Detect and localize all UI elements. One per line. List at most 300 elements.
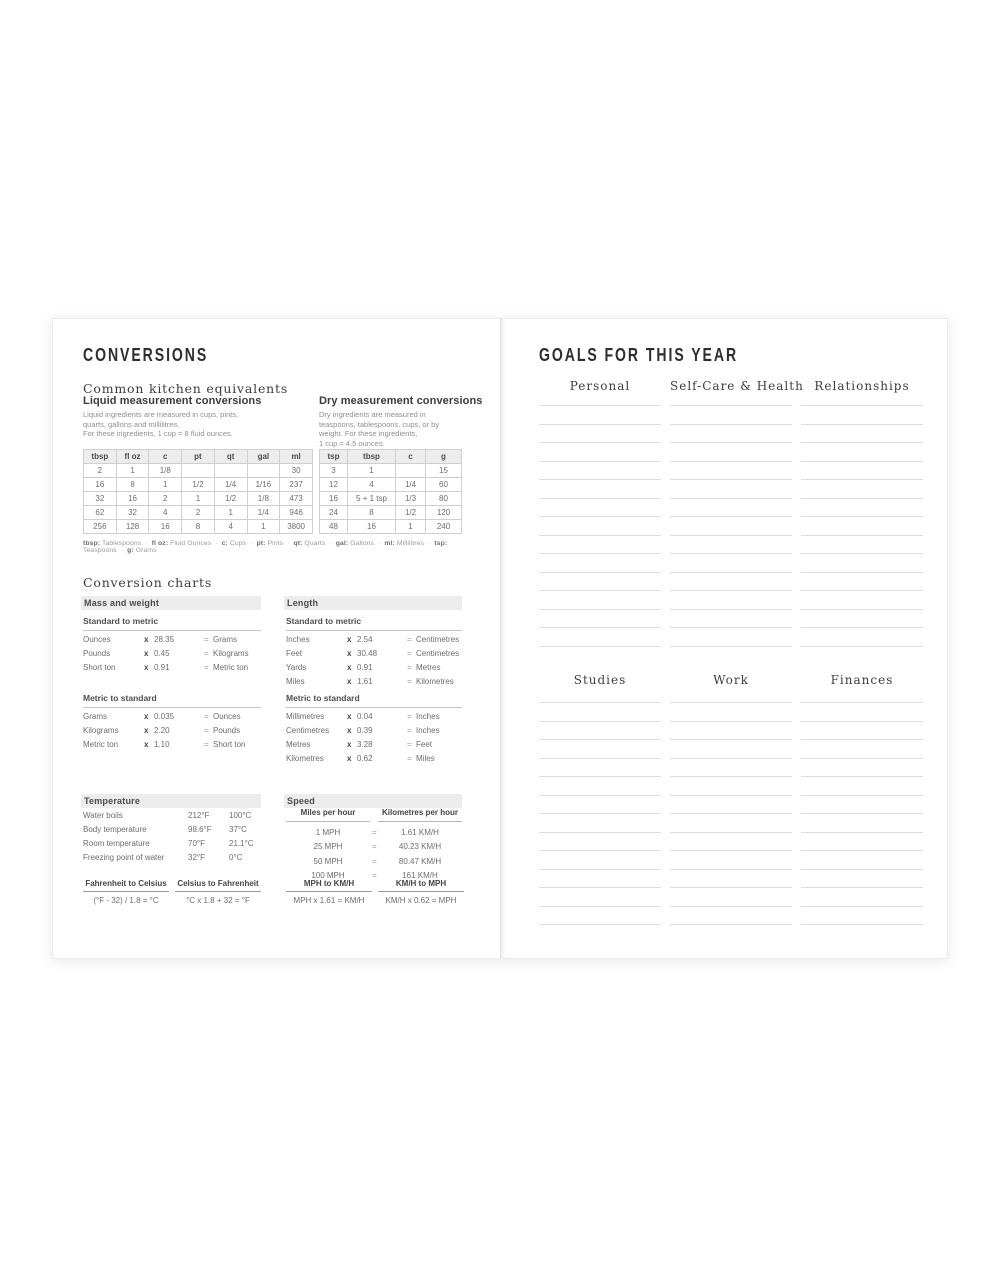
mass-weight-section-bar: Mass and weight bbox=[81, 596, 261, 610]
table-row bbox=[320, 520, 462, 534]
conversion-fac: 28.35 bbox=[154, 635, 175, 644]
conversion-row bbox=[286, 723, 462, 737]
conversion-mul: x bbox=[347, 649, 352, 658]
goal-blank-line bbox=[670, 703, 792, 722]
speed-mph-value: 25 MPH bbox=[313, 842, 343, 852]
goal-blank-line bbox=[670, 591, 792, 610]
goal-blank-line bbox=[539, 573, 661, 592]
conversion-res: Kilometres bbox=[416, 677, 454, 686]
table-cell: 32 bbox=[84, 492, 117, 506]
conversion-res: Metres bbox=[416, 663, 441, 672]
table-row bbox=[320, 478, 462, 492]
speed-column-headers bbox=[286, 808, 462, 822]
goals-page-title: GOALS FOR THIS YEAR bbox=[539, 345, 739, 365]
goal-blank-line bbox=[539, 517, 661, 536]
conversion-eq: = bbox=[407, 726, 412, 735]
goal-blank-line bbox=[670, 517, 792, 536]
goal-blank-line bbox=[670, 870, 792, 889]
formula-text: MPH x 1.61 = KM/H bbox=[293, 896, 365, 905]
table-header-cell: fl oz bbox=[116, 450, 149, 464]
goal-blank-line bbox=[801, 610, 923, 629]
legend-separator: · bbox=[118, 547, 126, 554]
goal-ruled-lines bbox=[801, 685, 923, 926]
table-cell: 1 bbox=[149, 478, 182, 492]
conversion-mul: x bbox=[144, 712, 149, 721]
goal-blank-line bbox=[539, 554, 661, 573]
table-header-cell: tbsp bbox=[84, 450, 117, 464]
legend-abbr: g: bbox=[127, 547, 134, 554]
conversion-eq: = bbox=[407, 663, 412, 672]
table-cell: 2 bbox=[84, 464, 117, 478]
goal-blank-line bbox=[801, 628, 923, 647]
table-header-cell: gal bbox=[247, 450, 280, 464]
speed-section-bar: Speed bbox=[284, 794, 462, 808]
table-header-cell: tsp bbox=[320, 450, 348, 464]
speed-equals: = bbox=[372, 828, 377, 837]
liquid-conversions-heading: Liquid measurement conversions bbox=[83, 395, 262, 407]
conversion-lab: Kilometres bbox=[286, 754, 324, 763]
goal-column-header: Self-Care & Health bbox=[670, 379, 804, 393]
table-cell: 1 bbox=[182, 492, 215, 506]
goal-blank-line bbox=[539, 888, 661, 907]
goal-blank-line bbox=[670, 499, 792, 518]
legend-abbr: ml: bbox=[384, 540, 395, 547]
table-cell: 128 bbox=[116, 520, 149, 534]
conversion-row bbox=[286, 674, 462, 688]
goal-blank-line bbox=[539, 536, 661, 555]
formula-text: (°F - 32) / 1.8 = °C bbox=[93, 896, 159, 905]
temperature-row bbox=[83, 850, 261, 864]
table-cell: 4 bbox=[214, 520, 247, 534]
conversion-row bbox=[83, 723, 261, 737]
table-header-cell: ml bbox=[280, 450, 313, 464]
goal-blank-line bbox=[670, 851, 792, 870]
table-cell: 16 bbox=[320, 492, 348, 506]
table-cell: 1/4 bbox=[396, 478, 426, 492]
table-row bbox=[84, 520, 313, 534]
conversion-fac: 0.04 bbox=[357, 712, 373, 721]
goal-blank-line bbox=[670, 462, 792, 481]
goal-blank-line bbox=[670, 406, 792, 425]
legend-separator: · bbox=[285, 540, 292, 547]
goal-blank-line bbox=[670, 796, 792, 815]
conversion-eq: = bbox=[204, 649, 209, 658]
conversion-fac: 2.54 bbox=[357, 635, 373, 644]
goal-blank-line bbox=[539, 425, 661, 444]
conversion-row bbox=[83, 632, 261, 646]
table-cell: 946 bbox=[280, 506, 313, 520]
length-section-bar: Length bbox=[284, 596, 462, 610]
conversion-eq: = bbox=[407, 635, 412, 644]
conversion-eq: = bbox=[204, 712, 209, 721]
goal-ruled-lines bbox=[801, 388, 923, 647]
temperature-lab: Body temperature bbox=[83, 825, 147, 834]
goal-column-header: Studies bbox=[573, 673, 627, 687]
table-cell: 5 + 1 tsp bbox=[348, 492, 396, 506]
goal-blank-line bbox=[801, 388, 923, 407]
abbreviation-legend: tbsp: Tablespoons · fl oz: Fluid Ounces · c: Cups · pt: Pints · qt: Quarts · gal: Gallons · ml: Millilitres · tsp: Teaspoons · g: Grams bbox=[83, 540, 448, 554]
goal-column-work bbox=[670, 673, 792, 931]
conversion-lab: Metres bbox=[286, 740, 311, 749]
table-row bbox=[84, 478, 313, 492]
table-cell: 473 bbox=[280, 492, 313, 506]
conversion-lab: Centimetres bbox=[286, 726, 330, 735]
conversion-fac: 1.61 bbox=[357, 677, 373, 686]
temperature-lab: Water boils bbox=[83, 811, 123, 820]
conversion-lab: Yards bbox=[286, 663, 307, 672]
legend-abbr: gal: bbox=[335, 540, 349, 547]
goal-ruled-lines bbox=[539, 388, 661, 647]
goal-blank-line bbox=[670, 388, 792, 407]
description-line: Dry ingredients are measured in bbox=[319, 410, 426, 419]
goal-column-personal bbox=[539, 379, 661, 651]
conversion-lab: Short ton bbox=[83, 663, 116, 672]
conversion-fac: 0.45 bbox=[154, 649, 170, 658]
formula-column bbox=[378, 879, 464, 905]
table-cell: 1 bbox=[396, 520, 426, 534]
table-cell: 1 bbox=[348, 464, 396, 478]
goal-blank-line bbox=[670, 888, 792, 907]
goal-column-relationships bbox=[801, 379, 923, 651]
goal-column-header: Finances bbox=[830, 673, 894, 687]
description-line: teaspoons, tablespoons, cups, or by bbox=[319, 419, 440, 429]
conversion-eq: = bbox=[407, 649, 412, 658]
conversion-res: Pounds bbox=[213, 726, 241, 735]
goal-blank-line bbox=[801, 703, 923, 722]
conversion-lab: Kilograms bbox=[83, 726, 119, 735]
conversion-lab: Grams bbox=[83, 712, 107, 721]
temperature-lab: Freezing point of water bbox=[83, 853, 165, 862]
goal-ruled-lines bbox=[670, 388, 792, 647]
formula-text: KM/H x 0.62 = MPH bbox=[385, 896, 457, 905]
goal-blank-line bbox=[539, 814, 661, 833]
goal-blank-line bbox=[801, 554, 923, 573]
dry-conversions-heading: Dry measurement conversions bbox=[319, 395, 483, 407]
goal-blank-line bbox=[539, 685, 661, 704]
goal-blank-line bbox=[801, 722, 923, 741]
goal-blank-line bbox=[539, 740, 661, 759]
formula-text: °C x 1.8 + 32 = °F bbox=[186, 896, 250, 905]
speed-equals: = bbox=[372, 842, 377, 852]
table-header-cell: c bbox=[396, 450, 426, 464]
table-cell: 3 bbox=[320, 464, 348, 478]
conversion-res: Metric ton bbox=[213, 663, 249, 672]
table-cell: 1 bbox=[247, 520, 280, 534]
legend-abbr: tbsp: bbox=[83, 540, 101, 547]
table-header-cell: tbsp bbox=[348, 450, 396, 464]
temperature-c: 21.1°C bbox=[229, 839, 254, 848]
goal-blank-line bbox=[670, 628, 792, 647]
goal-blank-line bbox=[801, 536, 923, 555]
dry-conversions-description bbox=[319, 410, 439, 448]
goal-blank-line bbox=[539, 722, 661, 741]
table-cell: 12 bbox=[320, 478, 348, 492]
conversion-mul: x bbox=[144, 663, 149, 672]
goal-blank-line bbox=[801, 573, 923, 592]
conversion-eq: = bbox=[407, 677, 412, 686]
table-cell: 32 bbox=[116, 506, 149, 520]
table-cell: 256 bbox=[84, 520, 117, 534]
table-cell: 16 bbox=[116, 492, 149, 506]
goal-blank-line bbox=[801, 888, 923, 907]
table-cell: 16 bbox=[84, 478, 117, 492]
goal-blank-line bbox=[670, 610, 792, 629]
formula-heading: MPH to KM/H bbox=[286, 879, 372, 892]
speed-kmh-value: 161 KM/H bbox=[402, 870, 438, 880]
conversion-eq: = bbox=[407, 740, 412, 749]
length-metric-to-std-rows bbox=[286, 709, 462, 765]
conversion-res: Miles bbox=[416, 754, 435, 763]
table-cell: 1/2 bbox=[214, 492, 247, 506]
legend-separator: · bbox=[426, 540, 433, 547]
goal-column-header: Work bbox=[713, 673, 749, 687]
goal-blank-line bbox=[801, 480, 923, 499]
goal-blank-line bbox=[539, 406, 661, 425]
mass-metric-to-std-rows bbox=[83, 709, 261, 751]
table-cell: 8 bbox=[182, 520, 215, 534]
temperature-formulas bbox=[83, 879, 261, 905]
goal-blank-line bbox=[801, 517, 923, 536]
temperature-row bbox=[83, 808, 261, 822]
table-cell: 1/4 bbox=[214, 478, 247, 492]
conversion-row bbox=[286, 660, 462, 674]
table-cell: 48 bbox=[320, 520, 348, 534]
goal-blank-line bbox=[801, 796, 923, 815]
table-header-cell: pt bbox=[182, 450, 215, 464]
speed-rows bbox=[286, 825, 462, 882]
table-cell: 16 bbox=[348, 520, 396, 534]
speed-row bbox=[286, 854, 462, 868]
table-header-row bbox=[320, 450, 462, 464]
goal-blank-line bbox=[670, 814, 792, 833]
table-cell: 4 bbox=[149, 506, 182, 520]
goal-blank-line bbox=[670, 536, 792, 555]
speed-formulas bbox=[286, 879, 464, 905]
length-std-to-metric-rows bbox=[286, 632, 462, 688]
table-row bbox=[84, 492, 313, 506]
conversion-lab: Millimetres bbox=[286, 712, 325, 721]
goal-blank-line bbox=[801, 870, 923, 889]
table-cell: 1/2 bbox=[182, 478, 215, 492]
legend-abbr: pt: bbox=[256, 540, 266, 547]
goal-column-finances bbox=[801, 673, 923, 931]
speed-kmh-value: 40.23 KM/H bbox=[398, 842, 442, 852]
table-cell bbox=[396, 464, 426, 478]
table-cell: 3800 bbox=[280, 520, 313, 534]
temperature-f: 32°F bbox=[188, 853, 205, 862]
table-cell bbox=[182, 464, 215, 478]
formula-column bbox=[175, 879, 261, 905]
goal-blank-line bbox=[801, 499, 923, 518]
conversions-page bbox=[53, 319, 500, 958]
table-cell: 1 bbox=[116, 464, 149, 478]
table-header-cell: g bbox=[426, 450, 462, 464]
formula-heading: KM/H to MPH bbox=[378, 879, 464, 892]
conversion-lab: Miles bbox=[286, 677, 305, 686]
table-cell: 60 bbox=[426, 478, 462, 492]
conversion-mul: x bbox=[144, 649, 149, 658]
table-cell bbox=[214, 464, 247, 478]
table-cell: 1/4 bbox=[247, 506, 280, 520]
goal-blank-line bbox=[670, 833, 792, 852]
goal-blank-line bbox=[539, 480, 661, 499]
conversion-mul: x bbox=[347, 663, 352, 672]
table-cell bbox=[247, 464, 280, 478]
legend-separator: · bbox=[376, 540, 383, 547]
mass-std-to-metric-label: Standard to metric bbox=[83, 616, 261, 631]
table-cell: 240 bbox=[426, 520, 462, 534]
description-line: quarts, gallons and millilitres. bbox=[83, 419, 180, 429]
goal-blank-line bbox=[670, 777, 792, 796]
table-cell: 62 bbox=[84, 506, 117, 520]
goal-blank-line bbox=[670, 425, 792, 444]
goal-blank-line bbox=[801, 907, 923, 926]
conversion-row bbox=[286, 751, 462, 765]
table-cell: 1/3 bbox=[396, 492, 426, 506]
conversion-res: Inches bbox=[416, 712, 440, 721]
temperature-c: 100°C bbox=[229, 811, 252, 820]
table-cell: 237 bbox=[280, 478, 313, 492]
goal-blank-line bbox=[670, 573, 792, 592]
conversion-res: Centimetres bbox=[416, 649, 460, 658]
conversion-res: Grams bbox=[213, 635, 237, 644]
legend-separator: · bbox=[248, 540, 255, 547]
table-row bbox=[84, 464, 313, 478]
speed-equals: = bbox=[372, 870, 377, 880]
conversion-mul: x bbox=[347, 740, 352, 749]
temperature-f: 70°F bbox=[188, 839, 205, 848]
table-cell: 2 bbox=[182, 506, 215, 520]
temperature-rows bbox=[83, 808, 261, 864]
speed-row bbox=[286, 825, 462, 839]
dry-conversion-table bbox=[319, 449, 462, 534]
goal-blank-line bbox=[539, 628, 661, 647]
temperature-f: 98.6°F bbox=[188, 825, 212, 834]
conversion-mul: x bbox=[347, 712, 352, 721]
legend-abbr: qt: bbox=[293, 540, 303, 547]
page-title: CONVERSIONS bbox=[83, 345, 209, 365]
conversion-fac: 3.28 bbox=[357, 740, 373, 749]
goal-ruled-lines bbox=[539, 685, 661, 926]
table-row bbox=[320, 492, 462, 506]
table-row bbox=[320, 464, 462, 478]
table-cell: 24 bbox=[320, 506, 348, 520]
goal-blank-line bbox=[801, 591, 923, 610]
table-header-cell: qt bbox=[214, 450, 247, 464]
goal-blank-line bbox=[801, 425, 923, 444]
goal-column-studies bbox=[539, 673, 661, 931]
goal-blank-line bbox=[801, 443, 923, 462]
table-cell: 8 bbox=[348, 506, 396, 520]
conversion-row bbox=[286, 737, 462, 751]
goal-blank-line bbox=[801, 851, 923, 870]
goal-blank-line bbox=[539, 796, 661, 815]
table-cell: 1/8 bbox=[149, 464, 182, 478]
goal-blank-line bbox=[801, 833, 923, 852]
conversion-lab: Pounds bbox=[83, 649, 111, 658]
conversion-res: Kilograms bbox=[213, 649, 249, 658]
goal-blank-line bbox=[539, 851, 661, 870]
conversion-fac: 0.035 bbox=[154, 712, 175, 721]
table-cell: 30 bbox=[280, 464, 313, 478]
speed-kmh-value: 1.61 KM/H bbox=[401, 828, 439, 837]
speed-row bbox=[286, 839, 462, 853]
conversion-res: Centimetres bbox=[416, 635, 460, 644]
conversion-fac: 0.91 bbox=[357, 663, 373, 672]
legend-separator: · bbox=[327, 540, 334, 547]
conversion-row bbox=[83, 660, 261, 674]
conversion-eq: = bbox=[204, 663, 209, 672]
mass-metric-to-std-label: Metric to standard bbox=[83, 693, 261, 708]
goal-blank-line bbox=[670, 740, 792, 759]
temperature-lab: Room temperature bbox=[83, 839, 150, 848]
temperature-row bbox=[83, 836, 261, 850]
description-line: Liquid ingredients are measured in cups, pints, bbox=[83, 410, 239, 419]
table-cell: 2 bbox=[149, 492, 182, 506]
goal-blank-line bbox=[801, 462, 923, 481]
length-std-to-metric-label: Standard to metric bbox=[286, 616, 462, 631]
goal-blank-line bbox=[801, 685, 923, 704]
table-cell: 1/8 bbox=[247, 492, 280, 506]
goal-ruled-lines bbox=[670, 685, 792, 926]
temperature-row bbox=[83, 822, 261, 836]
conversion-res: Ounces bbox=[213, 712, 241, 721]
conversion-res: Inches bbox=[416, 726, 440, 735]
goal-blank-line bbox=[539, 907, 661, 926]
conversion-row bbox=[83, 709, 261, 723]
conversion-mul: x bbox=[347, 754, 352, 763]
conversion-row bbox=[286, 632, 462, 646]
goal-blank-line bbox=[670, 722, 792, 741]
speed-equals: = bbox=[372, 856, 377, 866]
length-metric-to-std-label: Metric to standard bbox=[286, 693, 462, 708]
goal-blank-line bbox=[670, 907, 792, 926]
table-cell: 1 bbox=[214, 506, 247, 520]
goal-blank-line bbox=[801, 777, 923, 796]
table-row bbox=[84, 506, 313, 520]
conversion-lab: Metric ton bbox=[83, 740, 119, 749]
table-cell: 1/2 bbox=[396, 506, 426, 520]
table-cell: 8 bbox=[116, 478, 149, 492]
goal-blank-line bbox=[539, 443, 661, 462]
conversion-fac: 2.20 bbox=[154, 726, 170, 735]
table-cell: 16 bbox=[149, 520, 182, 534]
goal-blank-line bbox=[539, 610, 661, 629]
conversion-fac: 30.48 bbox=[357, 649, 378, 658]
goal-blank-line bbox=[670, 554, 792, 573]
goal-column-header: Personal bbox=[569, 379, 631, 393]
conversion-eq: = bbox=[204, 726, 209, 735]
legend-separator: · bbox=[213, 540, 220, 547]
goal-column-self-care-health bbox=[670, 379, 804, 651]
goal-blank-line bbox=[539, 591, 661, 610]
conversion-mul: x bbox=[144, 740, 149, 749]
conversion-mul: x bbox=[347, 635, 352, 644]
conversion-mul: x bbox=[347, 677, 352, 686]
goal-blank-line bbox=[539, 759, 661, 778]
conversion-row bbox=[83, 737, 261, 751]
goal-blank-line bbox=[539, 777, 661, 796]
conversion-fac: 0.91 bbox=[154, 663, 170, 672]
goal-blank-line bbox=[539, 462, 661, 481]
legend-abbr: fl oz: bbox=[151, 540, 169, 547]
formula-heading: Fahrenheit to Celsius bbox=[83, 879, 169, 892]
table-header-row bbox=[84, 450, 313, 464]
goal-blank-line bbox=[670, 443, 792, 462]
goal-blank-line bbox=[801, 814, 923, 833]
mass-std-to-metric-rows bbox=[83, 632, 261, 674]
table-header-cell: c bbox=[149, 450, 182, 464]
